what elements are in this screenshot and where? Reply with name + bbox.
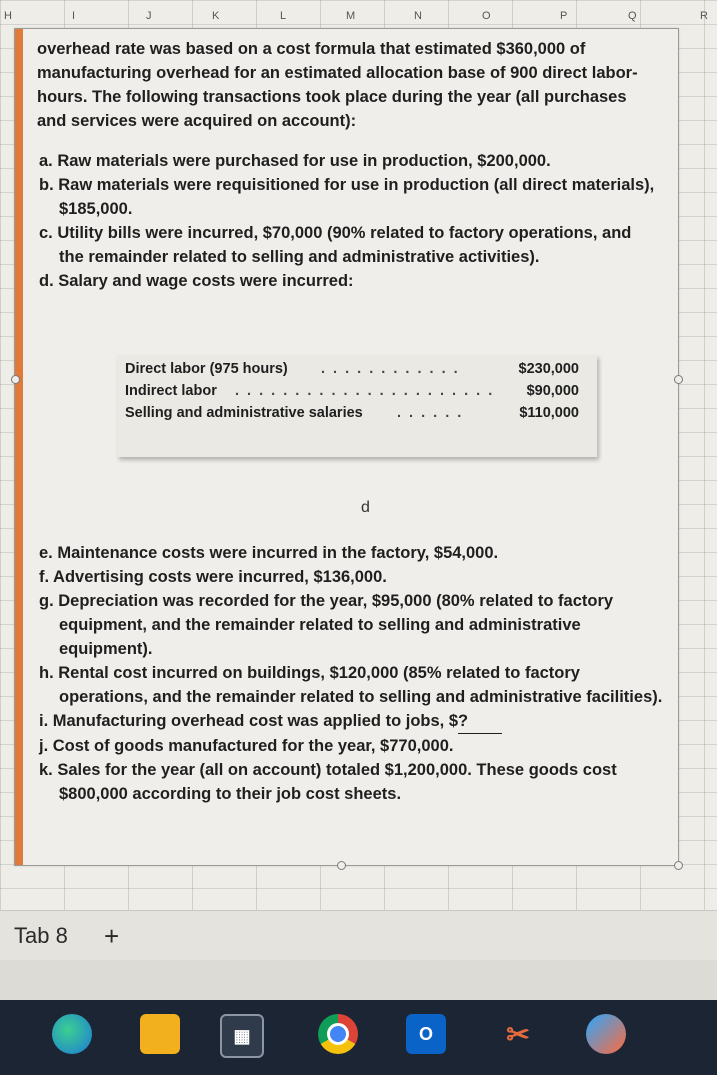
table-row [125,383,589,405]
answer-blank: ? [458,709,502,734]
column-header-r[interactable]: R [700,10,708,22]
sheet-tab[interactable]: Tab 8 [14,923,68,948]
windows-taskbar [0,1000,717,1075]
column-header-q[interactable]: Q [628,10,637,22]
salary-label: Indirect labor [125,383,217,399]
list-item: a. Raw materials were purchased for use in production, $200,000. [39,152,551,170]
problem-text [37,37,657,293]
leader-dots: . . . . . . . . . . . . [321,361,460,377]
list-item: g. Depreciation was recorded for the year, $95,000 (80% related to factory equipment, and the remainder related to selling and administrative equipment). [39,592,614,658]
column-header-h[interactable]: H [4,10,12,22]
resize-handle-bottom[interactable] [337,861,346,870]
store-icon[interactable] [220,1014,264,1058]
snipping-tool-icon[interactable]: ✂ [506,1018,530,1050]
list-item: d. Salary and wage costs were incurred: [39,272,354,290]
column-header-j[interactable]: J [146,10,152,22]
column-headers [0,6,717,26]
outlook-glyph: O [418,1023,433,1044]
file-explorer-icon[interactable] [140,1014,180,1054]
list-item: k. Sales for the year (all on account) totaled $1,200,000. These goods cost $800,000 according to their job cost sheets. [39,761,617,803]
column-header-m[interactable]: M [346,10,356,22]
salary-label: Selling and administrative salaries [125,405,363,421]
photos-icon[interactable] [586,1014,626,1054]
transaction-list-a-d [37,149,657,293]
salary-amount: $230,000 [518,361,579,377]
chrome-icon[interactable] [318,1014,358,1054]
edge-icon[interactable] [52,1014,92,1054]
salary-amount: $90,000 [526,383,579,399]
list-item: f. Advertising costs were incurred, $136,000. [39,568,387,586]
resize-handle-bottom-right[interactable] [674,861,683,870]
intro-paragraph: overhead rate was based on a cost formula that estimated $360,000 of manufacturing overhead for an estimated allocation base of 900 direct labor-hours. The following transactions took place during the year (all purchases and services were acquired on account): [37,40,638,130]
list-item: j. Cost of goods manufactured for the year, $770,000. [39,737,454,755]
item-i-text: i. Manufacturing overhead cost was applied to jobs, $ [39,712,458,730]
list-item: c. Utility bills were incurred, $70,000 (90% related to factory operations, and the remainder related to selling and administrative activities). [39,224,632,266]
table-row [125,361,589,383]
column-header-o[interactable]: O [482,10,491,22]
list-item: e. Maintenance costs were incurred in the factory, $54,000. [39,544,499,562]
chrome-center [327,1023,349,1045]
status-area [0,960,717,1000]
problem-text-box[interactable] [14,28,679,866]
transaction-list-e-k [37,541,667,806]
resize-handle-left[interactable] [11,375,20,384]
resize-handle-right[interactable] [674,375,683,384]
table-row [125,405,589,427]
leader-dots: . . . . . . . . . . . . . . . . . . . . . . [235,383,495,399]
stray-letter: d [361,499,370,516]
leader-dots: . . . . . . [397,405,464,421]
list-item: h. Rental cost incurred on buildings, $120,000 (85% related to factory operations, and the remainder related to selling and administrative facilities). [39,664,663,706]
column-header-n[interactable]: N [414,10,422,22]
list-item [37,709,667,734]
column-header-k[interactable]: K [212,10,220,22]
list-item: b. Raw materials were requisitioned for use in production (all direct materials), $185,000. [39,176,655,218]
column-header-p[interactable]: P [560,10,568,22]
column-header-i[interactable]: I [72,10,76,22]
salary-label: Direct labor (975 hours) [125,361,288,377]
text-box-accent-bar [15,29,23,865]
salary-amount: $110,000 [519,405,579,421]
add-sheet-button[interactable]: + [104,921,120,951]
outlook-icon[interactable] [406,1014,446,1054]
sheet-tab-bar [0,910,717,961]
column-header-l[interactable]: L [280,10,287,22]
store-glyph: ▦ [233,1025,251,1046]
salary-table [117,355,597,457]
